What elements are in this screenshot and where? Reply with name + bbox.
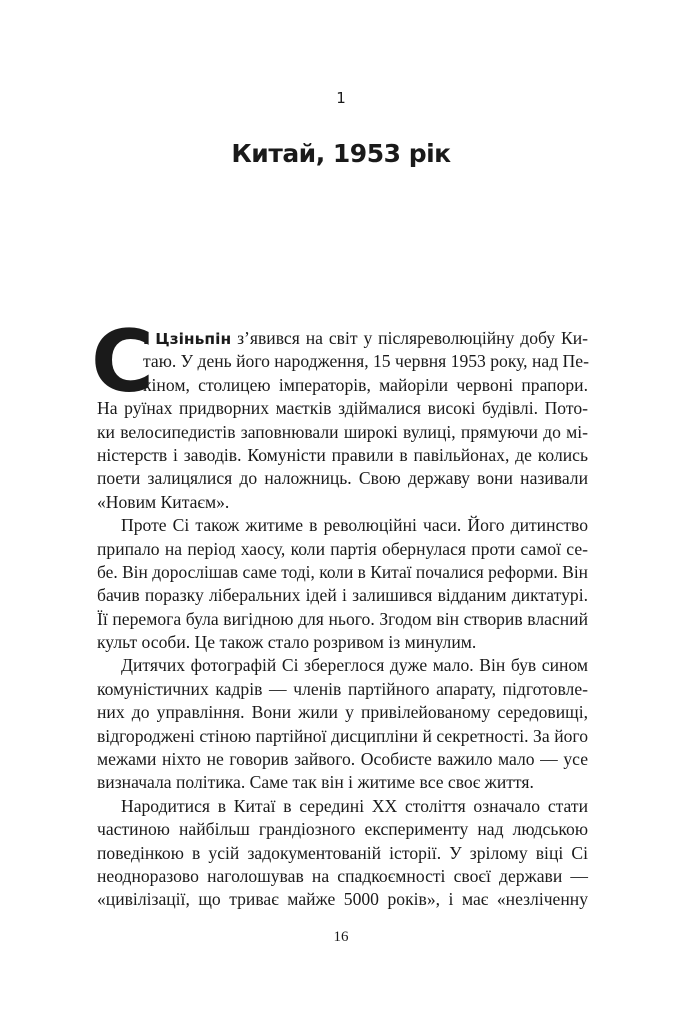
line-text: припало на період хаосу, коли партія обернулася проти самої се- bbox=[97, 538, 588, 559]
page-number: 16 bbox=[333, 929, 349, 945]
text-line bbox=[97, 701, 588, 724]
drop-cap: С bbox=[91, 312, 155, 412]
text-line bbox=[97, 795, 588, 818]
text-line bbox=[97, 327, 588, 350]
line-text: них до управління. Вони жили у привілейованому середовищі, bbox=[97, 702, 588, 723]
body-text bbox=[91, 312, 589, 912]
text-line bbox=[97, 888, 588, 911]
line-text: поети залицялися до наложниць. Свою державу вони називали bbox=[97, 468, 588, 489]
line-text: Народитися в Китаї в середині XX століття означало стати bbox=[121, 795, 588, 816]
text-line bbox=[97, 467, 588, 490]
chapter-title: Китай, 1953 рік bbox=[231, 139, 451, 168]
text-line bbox=[97, 444, 588, 467]
text-line bbox=[97, 654, 588, 677]
line-text: таю. У день його народження, 15 червня 1953 року, над Пе- bbox=[143, 351, 589, 372]
text-line bbox=[97, 374, 588, 397]
line-text: комуністичних кадрів — членів партійного апарату, підготовле- bbox=[97, 678, 588, 699]
text-line bbox=[97, 561, 588, 584]
paragraph bbox=[97, 514, 588, 654]
line-text: частиною найбільш грандіозного експерименту над людською bbox=[97, 819, 588, 840]
paragraph bbox=[97, 327, 588, 514]
text-line bbox=[97, 725, 588, 748]
text-line bbox=[97, 584, 588, 607]
paragraph bbox=[97, 654, 588, 794]
line-text: кіном, столицею імператорів, майоріли червоні прапори. bbox=[143, 374, 588, 395]
line-text: відгороджені стіною партійної дисципліни й секретності. За його bbox=[97, 725, 588, 746]
text-line bbox=[97, 748, 588, 771]
text-line bbox=[97, 818, 588, 841]
text-line bbox=[97, 678, 588, 701]
text-line bbox=[97, 491, 588, 514]
line-text: з’явився на світ у післяреволюційну добу Ки- bbox=[231, 328, 589, 348]
text-line bbox=[97, 608, 588, 631]
text-line bbox=[97, 631, 588, 654]
line-text: Проте Сі також житиме в революційні часи. Його дитинство bbox=[121, 515, 588, 536]
chapter-number: 1 bbox=[336, 89, 346, 107]
text-line bbox=[97, 514, 588, 537]
line-text: межами ніхто не говорив зайвого. Особисте важило мало — усе bbox=[97, 749, 588, 770]
line-text: ки велосипедистів заповнювали широкі вулиці, прямуючи до мі- bbox=[97, 421, 588, 442]
line-text: культ особи. Це також стало розривом із минулим. bbox=[97, 632, 477, 653]
line-text: Її перемога була вигідною для нього. Згодом він створив власний bbox=[97, 608, 588, 629]
line-text: неодноразово наголошував на спадкоємності своєї держави — bbox=[97, 865, 588, 886]
text-line bbox=[97, 842, 588, 865]
text-line bbox=[97, 538, 588, 561]
line-text: ністерств і заводів. Комуністи правили в павільйонах, де колись bbox=[97, 444, 588, 465]
line-text: визначала політика. Саме так він і житиме все своє життя. bbox=[97, 772, 534, 793]
line-text: бачив поразку ліберальних ідей і залишився відданим диктатурі. bbox=[97, 585, 588, 606]
line-text: Дитячих фотографій Сі збереглося дуже мало. Він був сином bbox=[121, 655, 588, 676]
lead-name: і Цзіньпін bbox=[143, 330, 232, 348]
line-text: «цивілізації, що триває майже 5000 років», і має «незліченну bbox=[97, 889, 588, 910]
paragraph bbox=[97, 795, 588, 912]
text-line bbox=[97, 350, 588, 373]
line-text: поведінкою в усій задокументованій історії. У зрілому віці Сі bbox=[97, 842, 588, 863]
line-text: На руїнах придворних маєтків здіймалися високі будівлі. Пото- bbox=[97, 398, 588, 419]
line-text: «Новим Китаєм». bbox=[97, 491, 230, 512]
text-line bbox=[97, 771, 588, 794]
text-line bbox=[97, 865, 588, 888]
line-text: бе. Він дорослішав саме тоді, коли в Китаї почалися реформи. Він bbox=[97, 561, 588, 582]
text-line bbox=[97, 397, 588, 420]
text-line bbox=[97, 421, 588, 444]
